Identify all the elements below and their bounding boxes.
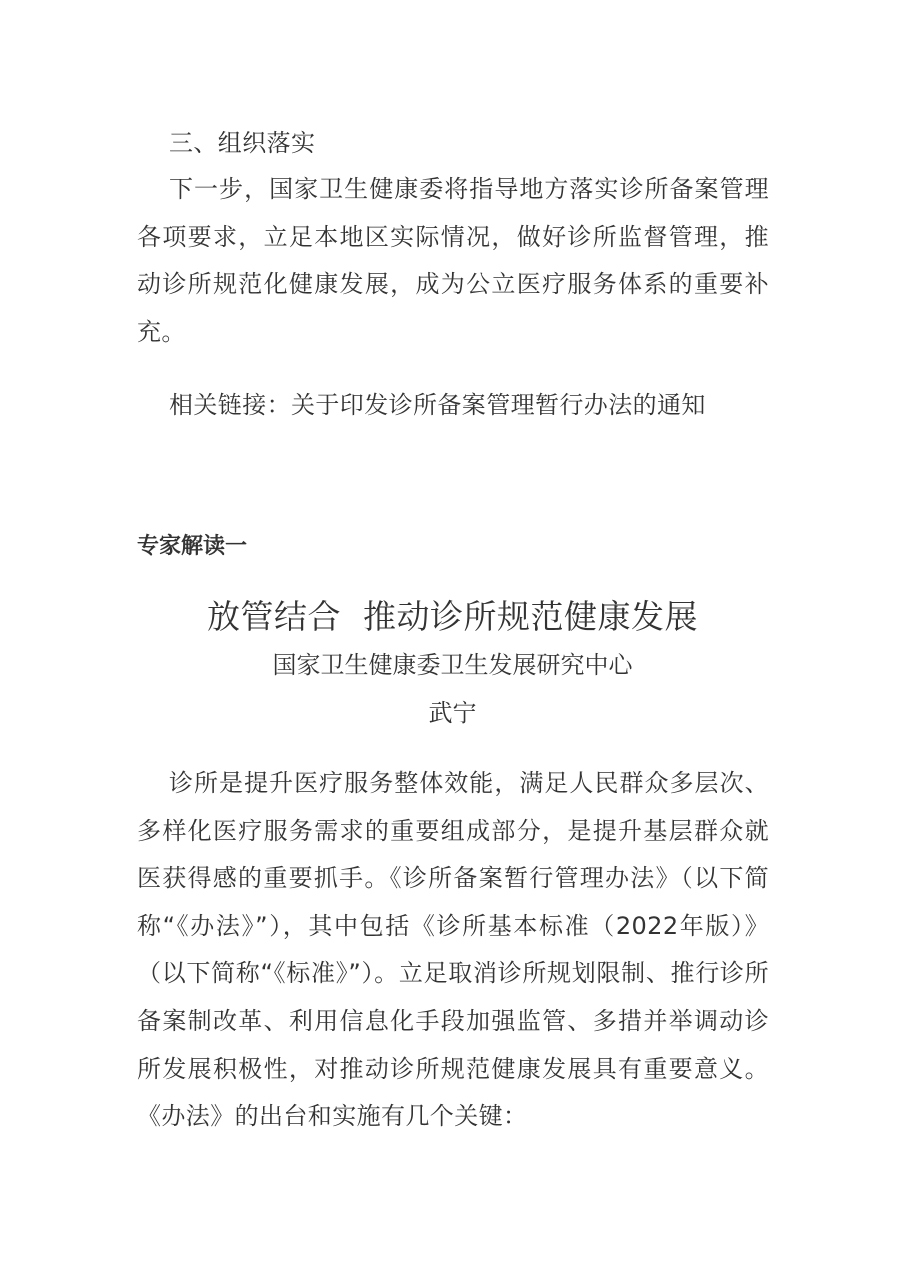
related-link[interactable]: 相关链接：关于印发诊所备案管理暂行办法的通知 [169, 391, 706, 419]
section-paragraph: 下一步，国家卫生健康委将指导地方落实诊所备案管理各项要求，立足本地区实际情况，做好诊所监督管理，推动诊所规范化健康发展，成为公立医疗服务体系的重要补充。 [137, 175, 769, 346]
expert-reading-label: 专家解读一 [137, 534, 248, 559]
article-paragraph: 诊所是提升医疗服务整体效能，满足人民群众多层次、多样化医疗服务需求的重要组成部分，是提升基层群众就医获得感的重要抓手。《诊所备案暂行管理办法》（以下简称“《办法》”），其中包括《诊所基本标准（2022年版）》（以下简称“《标准》”）。立足取消诊所规划限制、推行诊所备案制改革、利用信息化手段加强监管、多措并举调动诊所发展积极性，对推动诊所规范健康发展具有重要意义。《办法》的出台和实施有几个关键： [137, 769, 769, 1131]
author-organization: 国家卫生健康委卫生发展研究中心 [272, 651, 633, 679]
article-title: 放管结合 推动诊所规范健康发展 [207, 597, 698, 636]
author-name: 武宁 [428, 699, 477, 727]
section-heading-organization: 三、组织落实 [169, 129, 316, 157]
